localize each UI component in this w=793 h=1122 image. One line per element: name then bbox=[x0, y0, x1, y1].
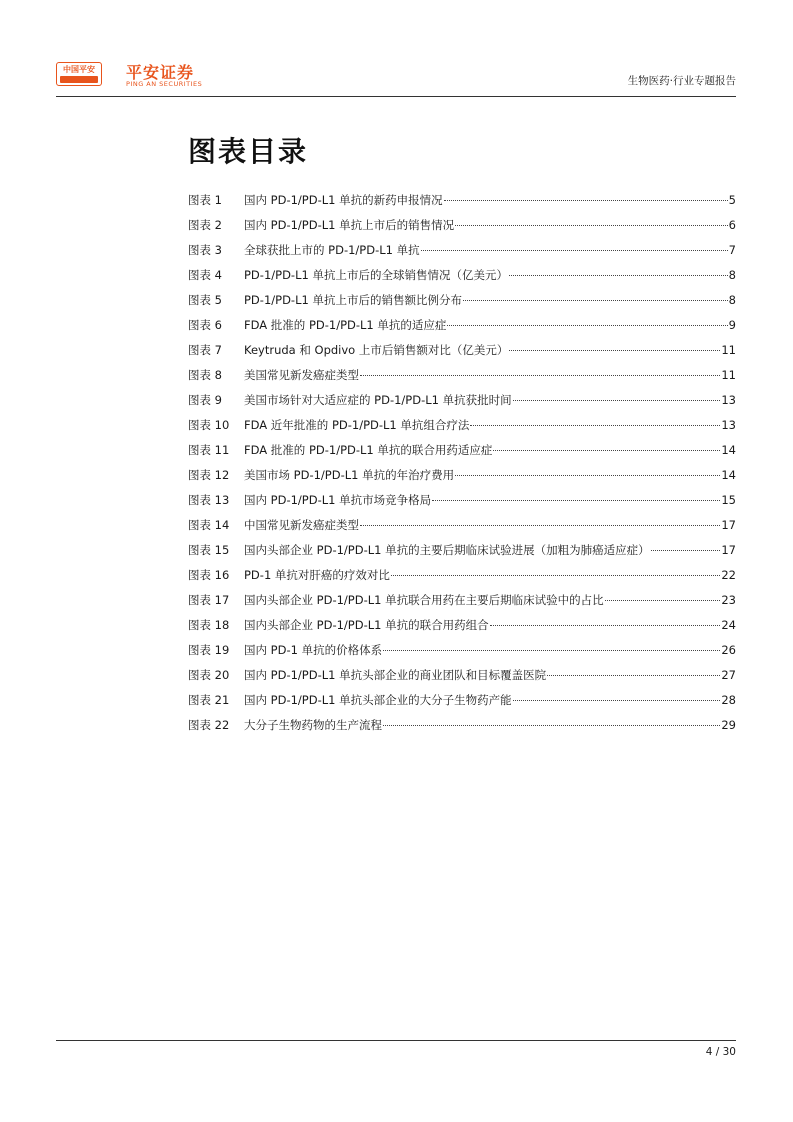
toc-dot-leader bbox=[513, 700, 721, 701]
toc-entry-page: 22 bbox=[721, 568, 736, 582]
toc-entry-page: 8 bbox=[728, 268, 736, 282]
toc-entry-label: 图表 9 bbox=[188, 393, 222, 407]
toc-entry-label: 图表 6 bbox=[188, 318, 222, 332]
toc-dot-leader bbox=[383, 650, 720, 651]
toc-entry-page: 15 bbox=[721, 493, 736, 507]
toc-entry-title: 美国常见新发癌症类型 bbox=[244, 368, 359, 382]
report-type: 生物医药·行业专题报告 bbox=[627, 75, 736, 87]
toc-entry-page: 17 bbox=[721, 543, 736, 557]
toc-entry-title: 美国市场针对大适应症的 PD-1/PD-L1 单抗获批时间 bbox=[244, 393, 512, 407]
toc-dot-leader bbox=[383, 725, 720, 726]
toc-entry-label: 图表 10 bbox=[188, 418, 230, 432]
toc-entry[interactable] bbox=[188, 563, 736, 588]
toc-entry-title: FDA 批准的 PD-1/PD-L1 单抗的联合用药适应症 bbox=[244, 443, 493, 457]
toc-entry-page: 14 bbox=[721, 443, 736, 457]
toc-entry[interactable] bbox=[188, 238, 736, 263]
toc-entry-label: 图表 19 bbox=[188, 643, 230, 657]
toc-entry-title: Keytruda 和 Opdivo 上市后销售额对比（亿美元） bbox=[244, 343, 509, 357]
toc-entry-page: 11 bbox=[721, 343, 736, 357]
toc-entry-page: 7 bbox=[728, 243, 736, 257]
toc-entry-label: 图表 17 bbox=[188, 593, 230, 607]
toc-entry[interactable] bbox=[188, 263, 736, 288]
toc-entry-page: 11 bbox=[721, 368, 736, 382]
logo-badge-text: 中国平安 bbox=[63, 65, 95, 74]
toc-entry-page: 13 bbox=[721, 393, 736, 407]
toc-entry-page: 23 bbox=[721, 593, 736, 607]
toc-entry-label: 图表 15 bbox=[188, 543, 230, 557]
toc-dot-leader bbox=[509, 350, 720, 351]
company-name: 平安证券 bbox=[126, 63, 195, 82]
toc-entry-label: 图表 13 bbox=[188, 493, 230, 507]
toc-entry-title: 国内 PD-1/PD-L1 单抗上市后的销售情况 bbox=[244, 218, 455, 232]
toc-entry-label: 图表 11 bbox=[188, 443, 230, 457]
toc-dot-leader bbox=[470, 425, 720, 426]
toc-dot-leader bbox=[447, 325, 727, 326]
toc-entry[interactable] bbox=[188, 388, 736, 413]
toc-entry-label: 图表 5 bbox=[188, 293, 222, 307]
toc-entry-title: 国内 PD-1/PD-L1 单抗市场竞争格局 bbox=[244, 493, 432, 507]
toc-entry-label: 图表 16 bbox=[188, 568, 230, 582]
page-number: 4 / 30 bbox=[705, 1046, 736, 1058]
toc-dot-leader bbox=[547, 675, 720, 676]
footer-divider bbox=[56, 1040, 736, 1041]
toc-dot-leader bbox=[455, 225, 728, 226]
toc-entry[interactable] bbox=[188, 463, 736, 488]
toc-entry-label: 图表 3 bbox=[188, 243, 222, 257]
toc-entry-page: 6 bbox=[728, 218, 736, 232]
toc-entry-page: 8 bbox=[728, 293, 736, 307]
toc-entry-label: 图表 7 bbox=[188, 343, 222, 357]
toc-entry-title: 国内头部企业 PD-1/PD-L1 单抗联合用药在主要后期临床试验中的占比 bbox=[244, 593, 604, 607]
toc-entry-title: PD-1 单抗对肝癌的疗效对比 bbox=[244, 568, 390, 582]
toc-dot-leader bbox=[513, 400, 721, 401]
logo-badge-stripe bbox=[60, 76, 98, 83]
toc-entry-page: 29 bbox=[721, 718, 736, 732]
toc-entry-title: 国内 PD-1/PD-L1 单抗头部企业的大分子生物药产能 bbox=[244, 693, 512, 707]
toc-dot-leader bbox=[444, 200, 728, 201]
page-title: 图表目录 bbox=[188, 135, 309, 168]
toc-entry-title: 全球获批上市的 PD-1/PD-L1 单抗 bbox=[244, 243, 420, 257]
toc-entry[interactable] bbox=[188, 438, 736, 463]
toc-entry[interactable] bbox=[188, 538, 736, 563]
toc-entry[interactable] bbox=[188, 363, 736, 388]
toc-entry-label: 图表 1 bbox=[188, 193, 222, 207]
toc-dot-leader bbox=[651, 550, 721, 551]
toc-dot-leader bbox=[360, 375, 720, 376]
toc-entry[interactable] bbox=[188, 338, 736, 363]
toc-entry-label: 图表 21 bbox=[188, 693, 230, 707]
toc-dot-leader bbox=[509, 275, 728, 276]
toc-entry-label: 图表 18 bbox=[188, 618, 230, 632]
toc-entry-title: 国内头部企业 PD-1/PD-L1 单抗的联合用药组合 bbox=[244, 618, 489, 632]
toc-entry-label: 图表 22 bbox=[188, 718, 230, 732]
toc-entry-label: 图表 20 bbox=[188, 668, 230, 682]
toc-dot-leader bbox=[605, 600, 721, 601]
toc-dot-leader bbox=[463, 300, 728, 301]
toc-dot-leader bbox=[360, 525, 720, 526]
toc-entry-page: 9 bbox=[728, 318, 736, 332]
toc-dot-leader bbox=[432, 500, 720, 501]
ping-an-logo-badge bbox=[56, 62, 102, 86]
toc-entry-label: 图表 4 bbox=[188, 268, 222, 282]
toc-entry-label: 图表 8 bbox=[188, 368, 222, 382]
toc-entry[interactable] bbox=[188, 413, 736, 438]
toc-entry-label: 图表 2 bbox=[188, 218, 222, 232]
toc-entry-label: 图表 12 bbox=[188, 468, 230, 482]
toc-entry[interactable] bbox=[188, 688, 736, 713]
toc-entry-title: 美国市场 PD-1/PD-L1 单抗的年治疗费用 bbox=[244, 468, 455, 482]
toc-entry-page: 27 bbox=[721, 668, 736, 682]
toc-dot-leader bbox=[455, 475, 720, 476]
toc-entry-title: 国内 PD-1/PD-L1 单抗头部企业的商业团队和目标覆盖医院 bbox=[244, 668, 547, 682]
toc-entry-title: 国内头部企业 PD-1/PD-L1 单抗的主要后期临床试验进展（加粗为肺癌适应症） bbox=[244, 543, 650, 557]
toc-entry-title: PD-1/PD-L1 单抗上市后的销售额比例分布 bbox=[244, 293, 462, 307]
toc-entry-page: 26 bbox=[721, 643, 736, 657]
toc-entry[interactable] bbox=[188, 588, 736, 613]
table-of-figures bbox=[188, 188, 736, 738]
toc-entry[interactable] bbox=[188, 288, 736, 313]
toc-entry-page: 17 bbox=[721, 518, 736, 532]
toc-entry-page: 14 bbox=[721, 468, 736, 482]
toc-entry-title: 中国常见新发癌症类型 bbox=[244, 518, 359, 532]
toc-dot-leader bbox=[421, 250, 728, 251]
toc-entry[interactable] bbox=[188, 513, 736, 538]
toc-entry-page: 13 bbox=[721, 418, 736, 432]
toc-entry-title: FDA 近年批准的 PD-1/PD-L1 单抗组合疗法 bbox=[244, 418, 470, 432]
toc-entry-title: 大分子生物药物的生产流程 bbox=[244, 718, 382, 732]
toc-entry[interactable] bbox=[188, 663, 736, 688]
toc-entry[interactable] bbox=[188, 713, 736, 738]
page-header bbox=[56, 58, 736, 96]
toc-entry[interactable] bbox=[188, 213, 736, 238]
toc-entry-label: 图表 14 bbox=[188, 518, 230, 532]
company-name-en: PING AN SECURITIES bbox=[126, 80, 203, 88]
toc-entry[interactable] bbox=[188, 188, 736, 213]
toc-entry-title: PD-1/PD-L1 单抗上市后的全球销售情况（亿美元） bbox=[244, 268, 508, 282]
toc-entry-page: 24 bbox=[721, 618, 736, 632]
toc-dot-leader bbox=[490, 625, 721, 626]
toc-entry[interactable] bbox=[188, 488, 736, 513]
toc-dot-leader bbox=[391, 575, 720, 576]
toc-entry[interactable] bbox=[188, 313, 736, 338]
toc-entry-title: FDA 批准的 PD-1/PD-L1 单抗的适应症 bbox=[244, 318, 447, 332]
toc-entry-page: 5 bbox=[728, 193, 736, 207]
toc-entry-title: 国内 PD-1/PD-L1 单抗的新药申报情况 bbox=[244, 193, 443, 207]
toc-entry[interactable] bbox=[188, 613, 736, 638]
toc-dot-leader bbox=[493, 450, 720, 451]
toc-entry-title: 国内 PD-1 单抗的价格体系 bbox=[244, 643, 383, 657]
header-divider bbox=[56, 96, 736, 97]
toc-entry[interactable] bbox=[188, 638, 736, 663]
toc-entry-page: 28 bbox=[721, 693, 736, 707]
